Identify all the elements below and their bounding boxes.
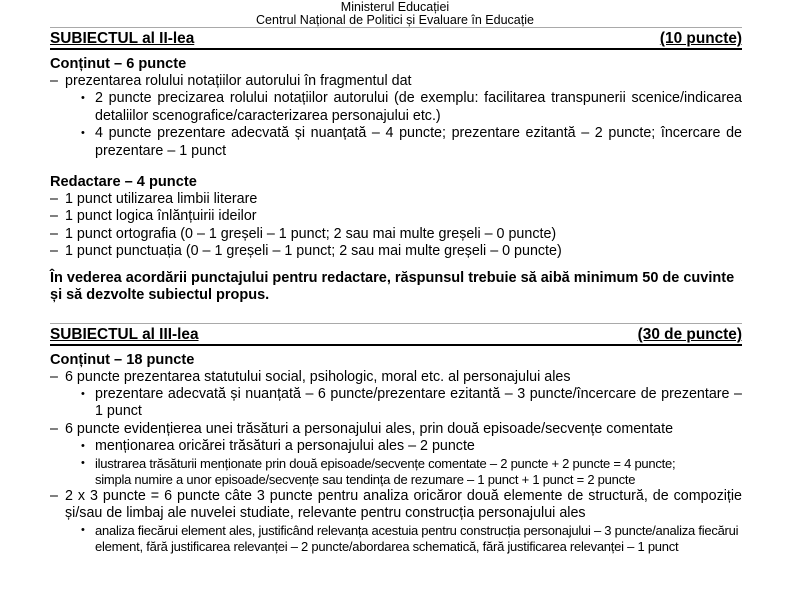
list-item-text: ortografia (0 – 1 greșeli – 1 punct; 2 sau mai multe greșeli – 0 puncte) (115, 225, 557, 242)
points-value: 1 punct (65, 208, 112, 225)
subject-2-title: SUBIECTUL al II-lea (50, 30, 195, 47)
list-item-text: precizarea rolului notațiilor autorului (de exemplu: facilitarea transpunerii scenice/indicarea detaliilor scenografice/caracterizarea personajului etc.) (95, 90, 742, 124)
dash-marker: – (50, 487, 58, 504)
list-item (50, 386, 742, 421)
points-value: 1 punct (65, 225, 112, 242)
list-item-text: menționarea oricărei trăsături a personajului ales – 2 puncte (95, 438, 475, 455)
center-line: Centrul Național de Politici și Evaluare în Educație (256, 13, 534, 27)
dash-marker: – (50, 243, 58, 260)
list-item-text-line-2: simpla numire a unor episoade/secvențe sau tendința de rezumare – 1 punct + 1 punct = 2 puncte (95, 471, 636, 487)
list-item-text: evidențierea unei trăsături a personajului ales, prin două episoade/secvențe comentate (123, 420, 674, 437)
list-item-text: logica înlănțuirii ideilor (115, 208, 257, 225)
subject-2-heading (50, 27, 742, 50)
list-item (50, 421, 742, 438)
bullet-marker: • (81, 456, 85, 469)
spacer (50, 160, 742, 173)
subject-2-redactare-heading: Redactare – 4 puncte (50, 174, 197, 191)
subject-3-title: SUBIECTUL al III-lea (50, 325, 199, 343)
points-value: 2 puncte (95, 90, 152, 107)
points-value: 6 puncte (65, 420, 120, 437)
spacer (50, 305, 742, 323)
list-item (50, 73, 742, 90)
bullet-marker: • (81, 127, 85, 140)
subject-3-points: (30 de puncte) (637, 325, 742, 343)
list-item-text: prezentare adecvată și nuanțată – 6 puncte/prezentare ezitantă – 3 puncte/încercare de prezentare – 1 punct (95, 386, 742, 420)
points-value: 1 punct (65, 191, 112, 208)
list-item (50, 438, 742, 455)
points-value: 1 punct (65, 243, 112, 260)
list-item (50, 226, 742, 243)
list-item-text-line-1: ilustrarea trăsăturii menționate prin două episoade/secvențe comentate – 2 puncte + 2 puncte = 4 puncte; (95, 455, 676, 471)
list-item (50, 191, 742, 208)
list-item-text: câte 3 puncte pentru analiza oricăror două elemente de structură, de compoziție și/sau de limbaj ale nuvelei studiate, relevante pentru construcția personajului ales (65, 487, 742, 522)
subject-3-continut-heading: Conținut – 18 puncte (50, 351, 195, 368)
points-value: 4 puncte (95, 125, 152, 142)
document-header (0, 0, 790, 27)
bullet-marker: • (81, 440, 85, 453)
dash-marker: – (50, 208, 58, 225)
subject-3-heading (50, 323, 742, 346)
list-item (50, 125, 742, 160)
redactare-note: În vederea acordării punctajului pentru redactare, răspunsul trebuie să aibă minimum 50 de cuvinte și să dezvolte subiectul propus. (50, 269, 735, 304)
bullet-marker: • (81, 523, 85, 536)
dash-marker: – (50, 368, 58, 385)
subject-2-points: (10 puncte) (659, 30, 742, 47)
list-item (50, 456, 742, 488)
points-value: 6 puncte (65, 368, 120, 385)
list-item (50, 243, 742, 260)
bullet-marker: • (81, 388, 85, 401)
dash-marker: – (50, 73, 58, 89)
list-item (50, 208, 742, 225)
list-item-text: utilizarea limbii literare (115, 191, 258, 208)
dash-marker: – (50, 225, 58, 242)
list-item (50, 488, 742, 523)
ministry-line: Ministerul Educației (340, 0, 450, 14)
list-item-text: analiza fiecărui element ales, justificând relevanța acestuia pentru construcția personajului – 3 puncte/analiza fiecărui element, fără justificarea relevanței – 2 puncte/abordarea schematică, fără justificarea relevanței – 1 punct (95, 522, 739, 554)
list-item (50, 523, 742, 555)
list-item-text: punctuația (0 – 1 greșeli – 1 punct; 2 sau mai multe greșeli – 0 puncte) (115, 243, 562, 260)
document-content (50, 27, 742, 555)
dash-marker: – (50, 191, 58, 208)
list-item-text: prezentare adecvată și nuanțată – 4 puncte; prezentare ezitantă – 2 puncte; încercare de prezentare – 1 punct (95, 125, 742, 159)
dash-marker: – (50, 420, 58, 437)
points-value: 2 x 3 puncte = 6 puncte (65, 487, 220, 504)
list-item (50, 90, 742, 125)
list-item (50, 369, 742, 386)
list-item-text: prezentarea rolului notațiilor autorului în fragmentul dat (65, 73, 412, 89)
bullet-marker: • (81, 92, 85, 105)
list-item-text: prezentarea statutului social, psihologic, moral etc. al personajului ales (123, 368, 571, 385)
subject-2-continut-heading: Conținut – 6 puncte (50, 56, 187, 72)
